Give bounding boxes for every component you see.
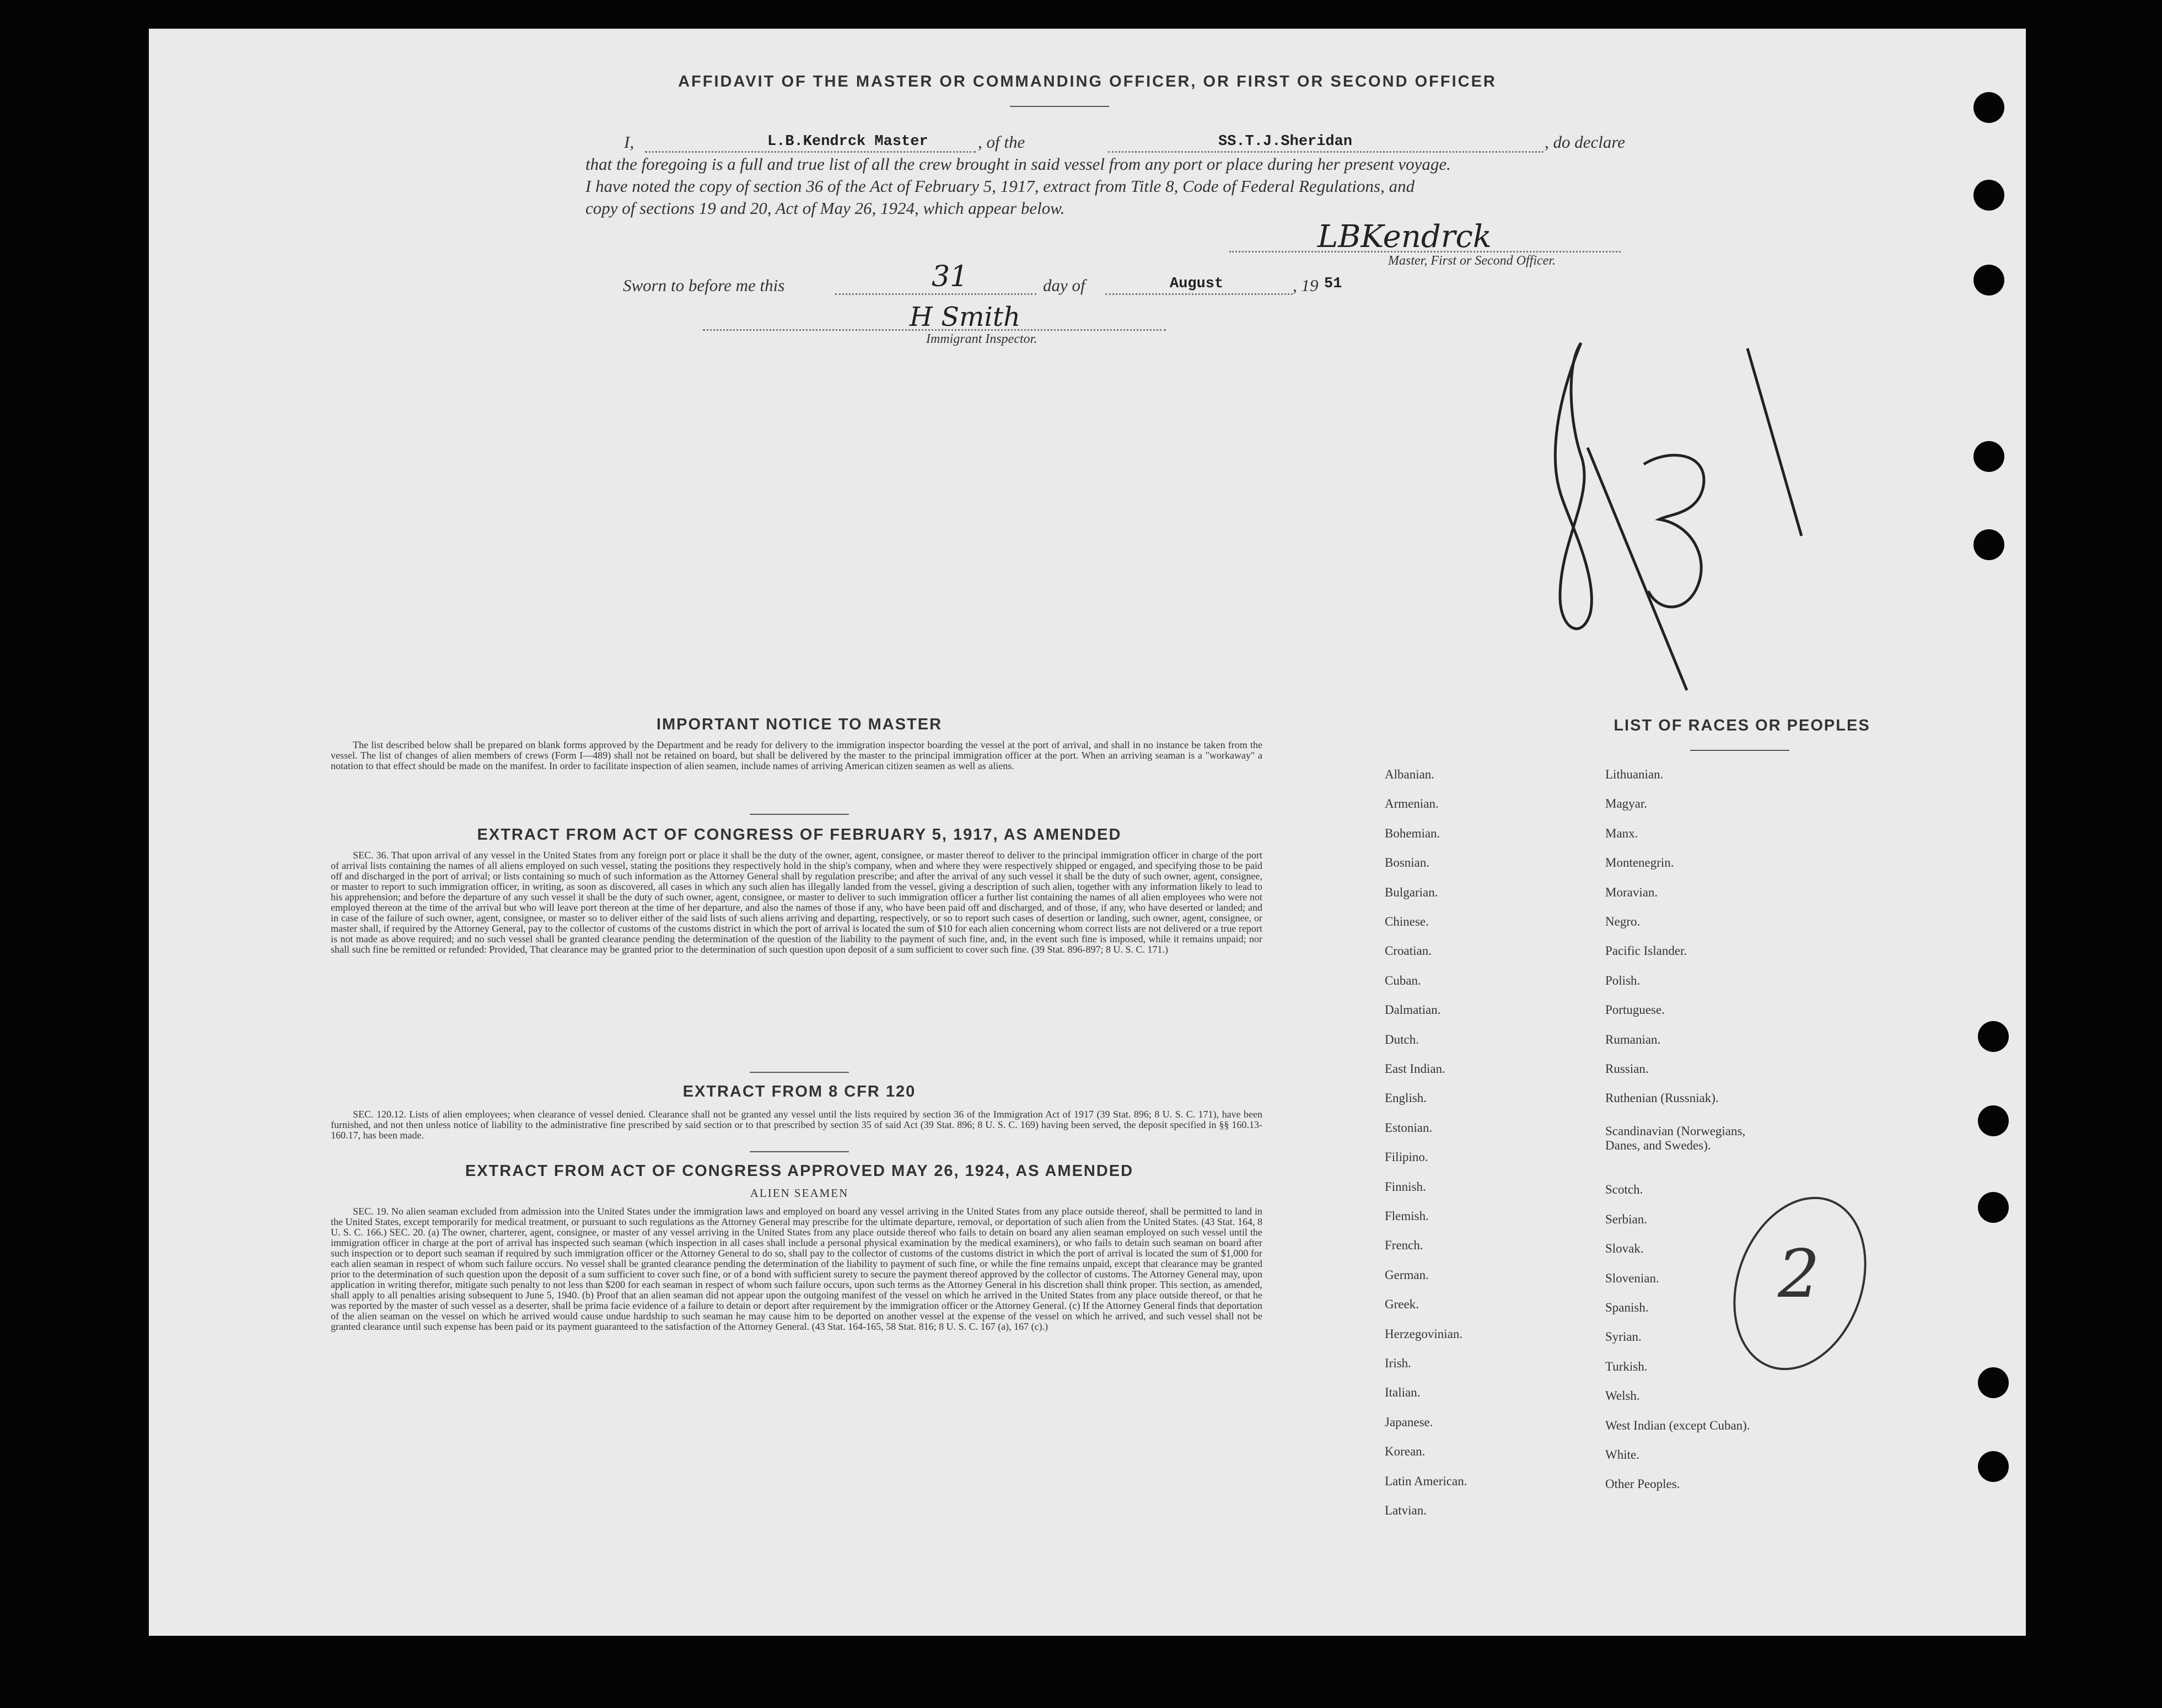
race-item: Polish.: [1605, 973, 1641, 987]
year-prefix: , 19: [1293, 276, 1319, 295]
extract-1924-title: EXTRACT FROM ACT OF CONGRESS APPROVED MAY 26, 1924, AS AMENDED: [465, 1162, 1134, 1180]
affidavit-i: I,: [624, 132, 634, 152]
race-item: Irish.: [1385, 1356, 1411, 1370]
race-item: Spanish.: [1605, 1301, 1649, 1314]
divider: [750, 814, 849, 815]
sworn-text: Sworn to before me this: [623, 276, 785, 295]
race-item: White.: [1605, 1448, 1639, 1462]
race-item: Latin American.: [1385, 1474, 1467, 1488]
extract-cfr-text: SEC. 120.12. Lists of alien employees; when clearance of vessel denied. Clearance shall not be granted any vessel until the lists required by section 36 of the Immigration Act of 1917 (39 Stat. 896; 8 U. S. C. 171), have been furnished, and not then unless notice of liability to the administrative fine prescribed by said section or to that prescribed by section 35 of said Act (39 Stat. 896; 8 U. S. C. 169) having been served, the deposit specified in §§ 160.13-160.17, has been made.: [331, 1109, 1262, 1141]
race-item: Herzegovinian.: [1385, 1326, 1463, 1341]
race-item: Scandinavian (Norwegians,: [1605, 1124, 1746, 1138]
race-item: Moravian.: [1605, 885, 1658, 899]
declarant-name: L.B.Kendrck Master: [767, 133, 928, 150]
master-signature: LBKendrck: [1317, 219, 1492, 255]
race-item: Korean.: [1385, 1444, 1426, 1459]
race-item: Filipino.: [1385, 1150, 1428, 1164]
races-title: LIST OF RACES OR PEOPLES: [1614, 717, 1870, 734]
race-item: Albanian.: [1385, 767, 1435, 781]
race-item: Croatian.: [1385, 944, 1432, 958]
race-item: Montenegrin.: [1605, 856, 1674, 870]
race-item: English.: [1385, 1091, 1427, 1105]
extract-1917-title: EXTRACT FROM ACT OF CONGRESS OF FEBRUARY 5, 1917, AS AMENDED: [477, 826, 1122, 844]
extract-1917-text: SEC. 36. That upon arrival of any vessel in the United States from any foreign port or place it shall be the duty of the owner, agent, consignee, or master thereof to deliver to the principal immigration officer in charge of the port of arrival lists containing the names of all aliens employed on such vessel, stating the positions they respectively hold in the ship's company, when and where they were respectively shipped or engaged, and specifying those to be paid off and discharged in the port of arrival; or lists containing so much of such information as the Attorney General shall by regulation prescribe; and after the arrival of any such vessel it shall be the duty of such owner, agent, consignee, or master to report to such immigration officer, in writing, as soon as discovered, all cases in which any such alien has illegally landed from the vessel, giving a description of such alien, together with any information likely to lead to his apprehension; and before the departure of any such vessel it shall be the duty of such owner, agent, consignee, or master to deliver to such immigration officer a further list containing the names of all alien employees who were not employed thereon at the time of the arrival but who will leave port thereon at the time of her departure, and also the names of those if any, who have been paid off and discharged, and of those, if any, who have deserted or landed; and in case of the failure of such owner, agent, consignee, or master so to deliver either of the said lists of such aliens arriving and departing, respectively, or so to report such cases of desertion or landing, such owner, agent, consignee, or master shall, if required by the Attorney General, pay to the collector of customs of the customs district in which the port of arrival is located the sum of $10 for each alien concerning whom correct lists are not delivered or a true report is not made as above required; and no such vessel shall be granted clearance pending the determination of the question of the liability to the payment of such fine, and, in the event such fine is imposed, while it remains unpaid; nor shall such fine be remitted or refunded: Provided, That clearance may be granted prior to the determination of such question upon deposit of a sum sufficient to cover such fine. (39 Stat. 896-897; 8 U. S. C. 171.): [331, 850, 1262, 955]
affidavit-line-3: I have noted the copy of section 36 of the Act of February 5, 1917, extract from Title 8, Code of Federal Regulations, and: [585, 176, 1415, 196]
document-page: [149, 29, 2026, 1636]
race-item: Japanese.: [1385, 1415, 1433, 1429]
race-item: Other Peoples.: [1605, 1477, 1680, 1491]
of-the-text: , of the: [978, 132, 1025, 152]
race-item: Rumanian.: [1605, 1032, 1661, 1046]
race-item: Bohemian.: [1385, 826, 1440, 840]
race-item: Bosnian.: [1385, 856, 1430, 870]
affidavit-line-4: copy of sections 19 and 20, Act of May 26, 1924, which appear below.: [585, 198, 1065, 218]
race-item: Russian.: [1605, 1062, 1649, 1076]
divider: [750, 1151, 849, 1152]
handwritten-slash: [1588, 448, 1687, 690]
handwritten-8: [1555, 343, 1591, 629]
inspector-signature: H Smith: [910, 302, 1021, 332]
race-item: Negro.: [1605, 915, 1641, 928]
race-item: Cuban.: [1385, 973, 1421, 987]
race-item: Manx.: [1605, 826, 1638, 840]
race-item: Scotch.: [1605, 1183, 1643, 1197]
race-item: Magyar.: [1605, 797, 1648, 811]
race-item: West Indian (except Cuban).: [1605, 1418, 1750, 1432]
races-right-column: [1605, 767, 1914, 1561]
handwritten-3: [1644, 455, 1704, 607]
divider: [750, 1072, 849, 1073]
race-item: Finnish.: [1385, 1179, 1426, 1194]
vessel-name: SS.T.J.Sheridan: [1218, 133, 1353, 150]
sworn-month: August: [1170, 276, 1224, 292]
race-item: Chinese.: [1385, 915, 1429, 928]
race-item: Slovak.: [1605, 1242, 1644, 1256]
race-item: Italian.: [1385, 1385, 1421, 1400]
race-item: Greek.: [1385, 1297, 1419, 1312]
year-suffix: 51: [1324, 276, 1342, 292]
affidavit-line-2: that the foregoing is a full and true list of all the crew brought in said vessel from any port or place during her present voyage.: [585, 154, 1451, 174]
race-item: Estonian.: [1385, 1120, 1433, 1135]
race-item: Danes, and Swedes).: [1605, 1138, 1711, 1153]
race-item: Dalmatian.: [1385, 1003, 1441, 1017]
race-item: French.: [1385, 1238, 1423, 1253]
race-item: Slovenian.: [1605, 1271, 1659, 1285]
race-item: Latvian.: [1385, 1503, 1427, 1517]
race-item: Pacific Islander.: [1605, 944, 1687, 958]
race-item: German.: [1385, 1267, 1429, 1282]
divider: [1690, 750, 1789, 751]
sworn-day: 31: [932, 260, 969, 293]
race-item: Portuguese.: [1605, 1003, 1665, 1017]
notice-title: IMPORTANT NOTICE TO MASTER: [656, 716, 943, 733]
circled-number: 2: [1778, 1236, 1820, 1313]
race-item: Bulgarian.: [1385, 885, 1438, 899]
race-item: Serbian.: [1605, 1212, 1648, 1226]
race-item: Welsh.: [1605, 1389, 1640, 1403]
master-label: Master, First or Second Officer.: [1388, 254, 1556, 268]
race-item: East Indian.: [1385, 1062, 1445, 1076]
race-item: Turkish.: [1605, 1359, 1648, 1373]
race-item: Dutch.: [1385, 1032, 1419, 1046]
handwritten-1: [1747, 348, 1801, 536]
extract-cfr-title: EXTRACT FROM 8 CFR 120: [682, 1083, 916, 1100]
race-item: Lithuanian.: [1605, 767, 1664, 781]
inspector-label: Immigrant Inspector.: [926, 332, 1037, 346]
do-declare-text: , do declare: [1545, 132, 1626, 152]
race-item: Flemish.: [1385, 1209, 1429, 1223]
day-of-text: day of: [1043, 276, 1085, 295]
extract-1924-subtitle: ALIEN SEAMEN: [750, 1186, 849, 1200]
race-item: Armenian.: [1385, 797, 1439, 811]
race-item: Syrian.: [1605, 1330, 1642, 1344]
extract-1924-text: SEC. 19. No alien seaman excluded from admission into the United States under the immigration laws and employed on board any vessel arriving in the United States from any place outside thereof, shall be permitted to land in the United States, except temporarily for medical treatment, or pursuant to such regulations as the Attorney General may prescribe for the ultimate departure, removal, or deportation of such alien from the United States. (43 Stat. 164, 8 U. S. C. 166.) SEC. 20. (a) The owner, charterer, agent, consignee, or master of any vessel arriving in the United States from any place outside thereof who fails to detain on board any alien seaman employed on such vessel until the immigration officer in charge at the port of arrival has inspected such seaman (which inspection in all cases shall include a personal physical examination by the medical examiners), or who fails to detain such seaman on board after such inspection or to deport such seaman if required by such immigration officer or the Attorney General to do so, shall pay to the collector of customs of the customs district in which the port of arrival is located the sum of $1,000 for each alien seaman in respect of whom such failure occurs. No vessel shall be granted clearance pending the determination of the liability to payment of such fine, or while the fine remains unpaid, except that clearance may be granted prior to the determination of such question upon the deposit of a sum sufficient to cover such fine, or of a bond with sufficient surety to secure the payment thereof approved by the collector of customs. The Attorney General may, upon application in writing therefor, mitigate such penalty to not less than $200 for each seaman in respect of whom such failure occurs, upon such terms as the Attorney General in his discretion shall think proper. This section, as amended, shall apply to all penalties arising subsequent to June 5, 1940. (b) Proof that an alien seaman did not appear upon the outgoing manifest of the vessel on which he arrived in the United States from any place outside thereof, or that he was reported by the master of such vessel as a deserter, shall be prima facie evidence of a failure to detain or deport after requirement by the immigration officer or the Attorney General. (c) If the Attorney General finds that deportation of the alien seaman on the vessel on which he arrived would cause undue hardship to such seaman he may cause him to be deported on another vessel at the expense of the vessel on which he arrived, and such vessel shall not be granted clearance until such expense has been paid or its payment guaranteed to the satisfaction of the Attorney General. (43 Stat. 164-165, 58 Stat. 816; 8 U. S. C. 167 (a), 167 (c).): [331, 1206, 1262, 1332]
notice-text: The list described below shall be prepared on blank forms approved by the Department and be ready for delivery to the immigration inspector boarding the vessel at the port of arrival, and shall in no instance be taken from the vessel. The list of changes of alien members of crews (Form I—489) shall not be retained on board, but shall be delivered by the master to the principal immigration officer at the port. When an arriving seaman is a "workaway" a notation to that effect should be made on the manifest. In order to facilitate inspection of alien seamen, include names of arriving American citizen seamen as well as aliens.: [331, 739, 1262, 771]
race-item: Ruthenian (Russniak).: [1605, 1091, 1719, 1105]
races-left-column: [1385, 767, 1605, 1561]
affidavit-title: AFFIDAVIT OF THE MASTER OR COMMANDING OFFICER, OR FIRST OR SECOND OFFICER: [678, 73, 1497, 90]
